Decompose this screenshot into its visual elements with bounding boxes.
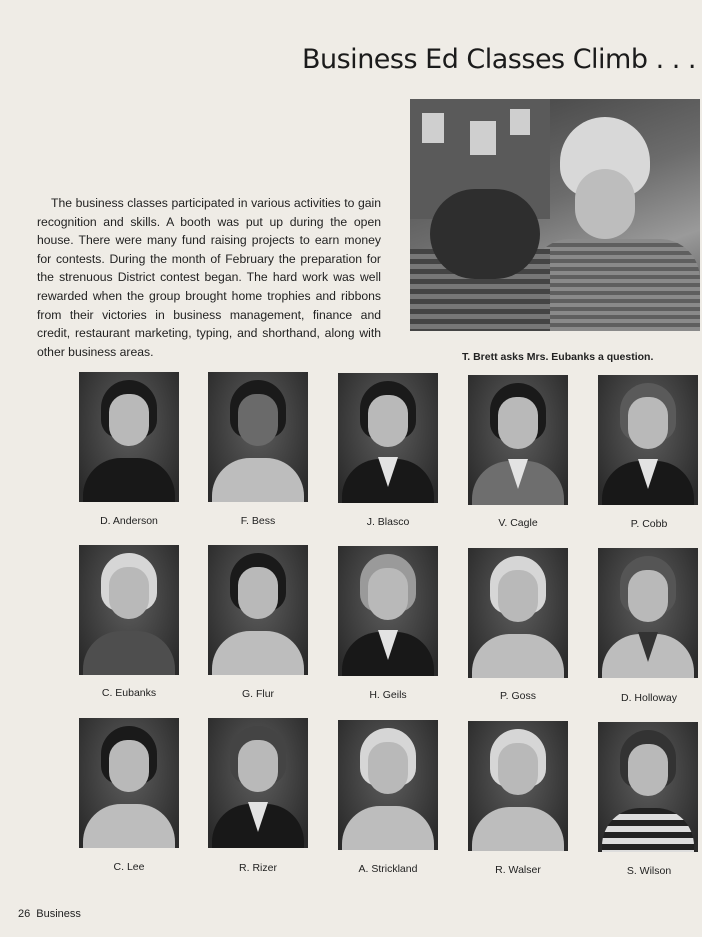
board-note [422,113,444,143]
article-text: The business classes participated in various activities to gain recognition and skills. A booth was put up during the open house. There were many fund raising projects to earn money for contests. During the month of February the preparation for the strenuous District contest began. The hard work was well rewarded when the group brought home trophies and ribbons from their victories in business management, finance and credit, restaurant marketing, typing, and shorthand, along with other business areas. [37,196,381,359]
portrait-name: A. Strickland [358,863,418,875]
classroom-photo [410,99,700,331]
portrait-name: S. Wilson [626,865,672,877]
portrait-photo [338,373,438,503]
board-note [510,109,530,135]
portrait-name: C. Eubanks [101,687,157,699]
portrait-photo [79,372,179,502]
portrait-name: C. Lee [113,861,145,873]
portrait-photo [208,545,308,675]
portrait-photo [468,375,568,505]
page-footer [18,908,81,920]
section-label: Business [36,908,81,920]
portrait-photo [338,720,438,850]
page-title: Business Ed Classes Climb . . . [301,44,696,75]
portrait-name: D. Holloway [620,692,678,704]
portrait-photo [208,372,308,502]
portrait-photo [598,722,698,852]
portrait-photo [338,546,438,676]
portrait-name: R. Walser [495,864,541,876]
portrait-photo [468,721,568,851]
portrait-photo [598,548,698,678]
page-number: 26 [18,908,31,920]
teacher-face [575,169,635,239]
portrait-photo [79,545,179,675]
portrait-name: P. Cobb [630,518,668,530]
portrait-name: J. Blasco [366,516,410,528]
portrait-name: G. Flur [241,688,275,700]
portrait-photo [208,718,308,848]
student-head [430,189,540,279]
teacher-body [530,239,700,331]
portrait-photo [468,548,568,678]
photo-caption: T. Brett asks Mrs. Eubanks a question. [462,351,654,363]
portrait-name: F. Bess [240,515,276,527]
portrait-photo [79,718,179,848]
portrait-name: D. Anderson [100,515,158,527]
portrait-name: H. Geils [369,689,407,701]
portrait-name: P. Goss [500,690,536,702]
board-note [470,121,496,155]
portrait-name: V. Cagle [498,517,538,529]
portrait-photo [598,375,698,505]
portrait-name: R. Rizer [239,862,277,874]
